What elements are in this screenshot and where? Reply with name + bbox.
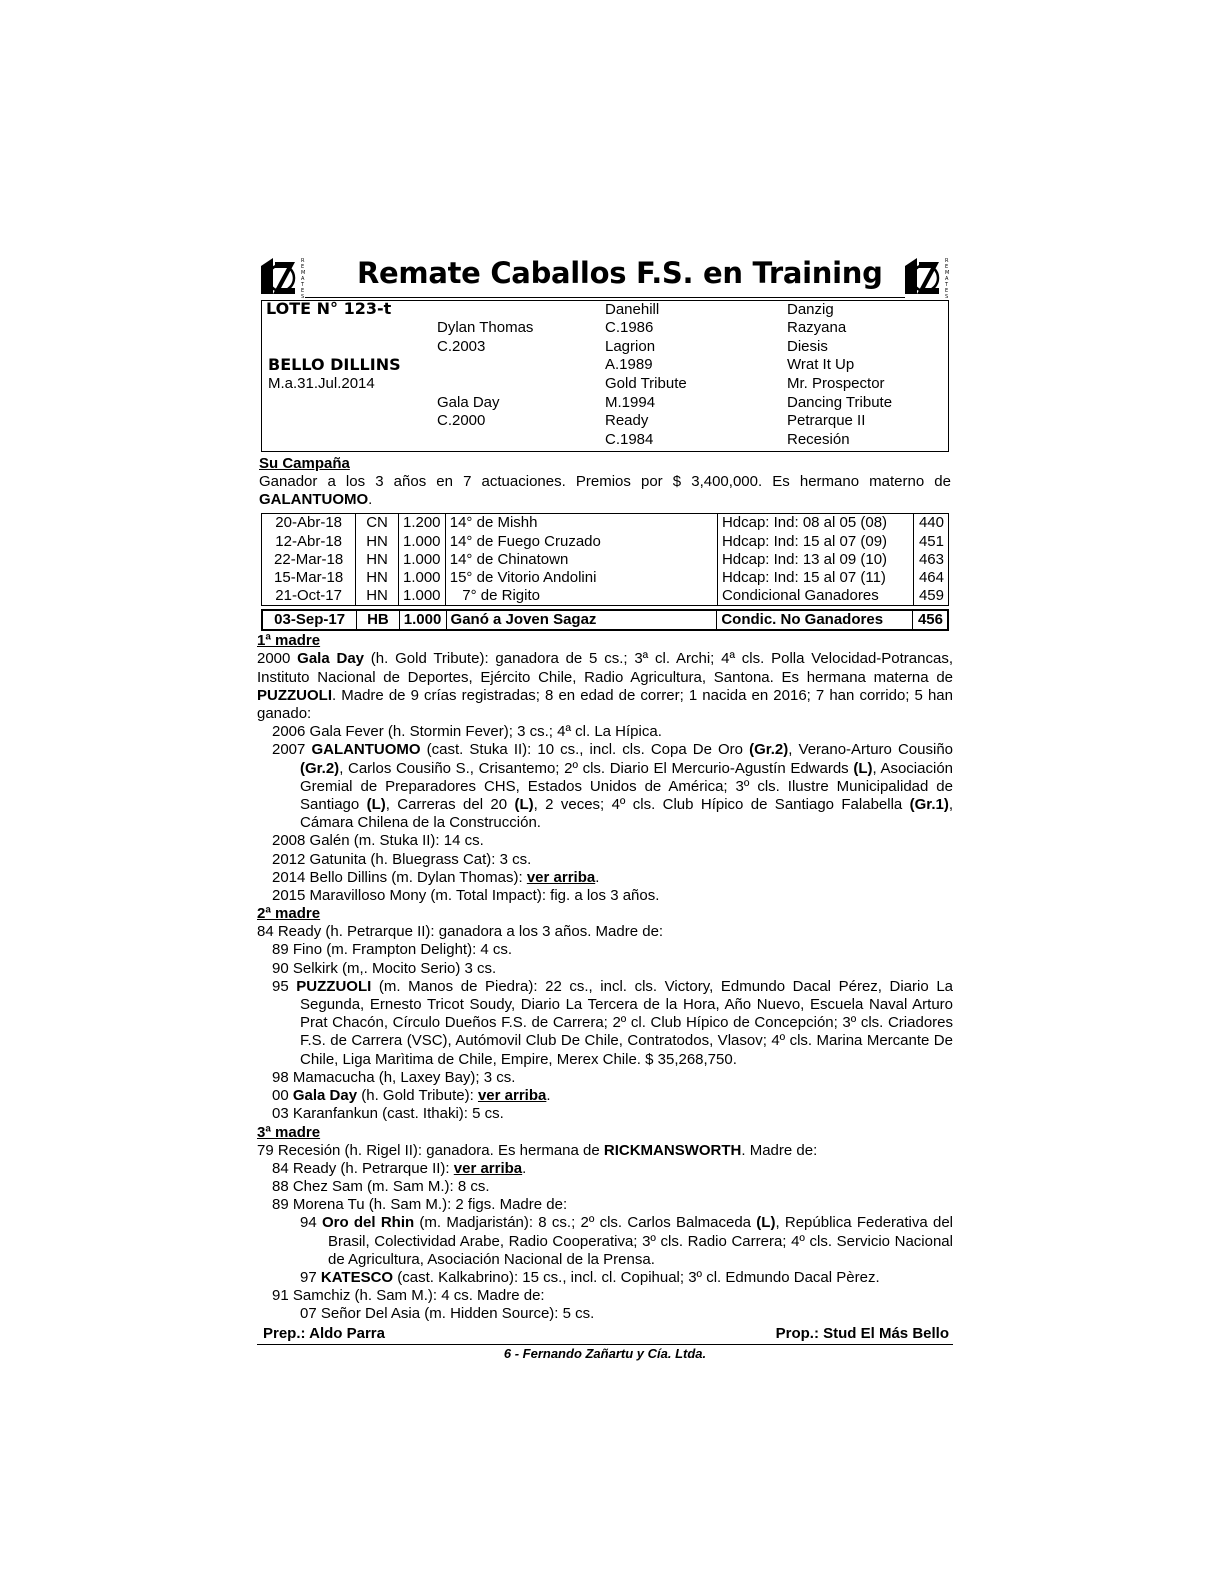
entry-text: (h. Gold Tribute): [357, 1087, 478, 1105]
title-underline [305, 297, 905, 298]
entry-name: KATESCO [320, 1268, 394, 1286]
svg-text:E: E [945, 264, 949, 270]
list-item: 2015 Maravilloso Mony (m. Total Impact): fig. a los 3 años. [272, 887, 660, 905]
madre3-paragraph [257, 1142, 953, 1160]
pedigree-gen2: A.1989 [605, 356, 653, 373]
race-number: 459 [913, 587, 948, 606]
entry-year: 2007 [272, 741, 312, 759]
svg-text:E: E [945, 288, 949, 294]
list-item: 90 Selkirk (m,. Mocito Serio) 3 cs. [272, 959, 497, 977]
madre1-text: (h. Gold Tribute): ganadora de 5 cs.; 3ª cl. Archi; 4ª cls. Polla Velocidad-Potrancas, Instituto Nacional de Deportes, Ejército Chile, Radio Agricultura, Santona. Es hermana materna de [257, 650, 953, 686]
grade-badge: (L) [756, 1214, 776, 1232]
pedigree-gen3: Razyana [787, 319, 847, 336]
list-item: 2006 Gala Fever (h. Stormin Fever); 3 cs.; 4ª cl. La Hípica. [272, 723, 662, 741]
entry-text: , 2 veces; 4º cls. Club Hípico de Santiago Falabella [533, 796, 910, 814]
entry-text: , Cámara Chilena de la Construcción. [300, 796, 953, 832]
table-row [262, 533, 949, 551]
grade-badge: (L) [366, 796, 386, 814]
pedigree-gen2: C.1986 [605, 319, 654, 336]
entry-name: GALANTUOMO [311, 741, 421, 759]
lot-number: LOTE N° 123-t [266, 299, 392, 318]
list-item [257, 1160, 953, 1178]
pedigree-gen3: Diesis [787, 338, 828, 355]
entry-text: (m. Manos de Piedra): 22 cs., incl. cls. Victory, Edmundo Dacal Pérez, Diario La Segunda, Ernesto Tricot Soudy, Diario La Tercera de la Hora, Año Nuevo, Escuela Naval Arturo Prat Chacón, Círculo Dueños F.S. de Carrera; 2º cl. Club Hípico de Concepción; 3º cls. Criadores F.S. de Carrera (VSC), Autómovil Club De Chile, Contratodos, Vlasov; 4º cls. Marina Mercante De Chile, Liga Marìtima de Chile, Empire, Merex Chile. $ 35,268,750. [300, 977, 953, 1068]
race-distance: 1.000 [398, 587, 445, 606]
race-number: 440 [913, 514, 948, 533]
winning-race-table [261, 609, 949, 631]
entry-year: 97 [300, 1268, 321, 1286]
entry-text: . [522, 1159, 527, 1177]
pedigree-box [261, 300, 949, 452]
entry-name: PUZZUOLI [296, 977, 372, 995]
entry-text: (m. Madjaristán): 8 cs.; 2º cls. Carlos Balmaceda [414, 1214, 757, 1232]
table-row [262, 610, 948, 630]
race-condition: Hdcap: Ind: 08 al 05 (08) [717, 514, 913, 533]
race-number: 456 [913, 610, 949, 630]
race-condition: Hdcap: Ind: 13 al 09 (10) [717, 551, 913, 569]
remates-logo-icon [903, 254, 951, 298]
list-item: 89 Morena Tu (h. Sam M.): 2 figs. Madre de: [272, 1196, 568, 1214]
sire-info: C.2003 [437, 338, 486, 355]
table-row [262, 551, 949, 569]
madre1-name: Gala Day [297, 650, 365, 668]
entry-text: , Carlos Cousiño S., Crisantemo; 2º cls. Diario El Mercurio-Agustín Edwards [339, 759, 854, 777]
dam-info: C.2000 [437, 412, 486, 429]
list-item: 91 Samchiz (h. Sam M.): 4 cs. Madre de: [272, 1287, 545, 1305]
race-date: 21-Oct-17 [262, 587, 356, 606]
catalog-page [257, 254, 953, 1361]
madre3-text-end: . Madre de: [741, 1141, 818, 1159]
svg-text:E: E [301, 264, 305, 270]
entry-year: 95 [272, 977, 297, 995]
madre3-heading: 3ª madre [257, 1123, 321, 1141]
list-item: 88 Chez Sam (m. Sam M.): 8 cs. [272, 1177, 490, 1195]
list-item: 98 Mamacucha (h, Laxey Bay); 3 cs. [272, 1068, 516, 1086]
race-track: CN [356, 514, 398, 533]
pedigree-gen3: Dancing Tribute [787, 394, 893, 411]
grade-badge: (L) [853, 759, 873, 777]
madre1-paragraph [257, 650, 953, 723]
page-header [257, 254, 953, 298]
entry-text: , Carreras del 20 [385, 796, 515, 814]
race-condition: Hdcap: Ind: 15 al 07 (09) [717, 533, 913, 551]
remates-logo-icon [259, 254, 307, 298]
pedigree-gen2: M.1994 [605, 394, 656, 411]
list-item: 89 Fino (m. Frampton Delight): 4 cs. [272, 941, 513, 959]
race-track: HN [356, 569, 398, 587]
pedigree-gen2: Gold Tribute [605, 375, 687, 392]
race-distance: 1.000 [399, 610, 446, 630]
see-above-ref: ver arriba [477, 1087, 547, 1105]
entry-text: , República Federativa del Brasil, Colectividad Arabe, Radio Cooperativa; 3º cls. Radio Carrera; 4º cls. Servicio Nacional de Agricultura, Asociación Nacional de la Prensa. [328, 1214, 954, 1268]
grade-badge: (Gr.2) [749, 741, 789, 759]
madre1-text-end: . Madre de 9 crías registradas; 8 en edad de correr; 1 nacida en 2016; 7 han corrido; 5 han ganado: [257, 686, 953, 723]
madre2-heading: 2ª madre [257, 905, 321, 923]
entry-text: , Asociación Gremial de Preparadores CHS, Estados Unidos de América; 3º cls. Ilustre Municipalidad de Santiago [300, 759, 953, 814]
race-result: Ganó a Joven Sagaz [446, 610, 717, 630]
table-row [262, 514, 949, 533]
entry-text: 84 Ready (h. Petrarque II): [272, 1159, 454, 1177]
race-date: 22-Mar-18 [262, 551, 356, 569]
horse-birth: M.a.31.Jul.2014 [268, 375, 375, 392]
race-date: 20-Abr-18 [262, 514, 356, 533]
pedigree-gen3: Wrat It Up [787, 356, 855, 373]
campaign-text [259, 473, 951, 509]
table-row [262, 587, 949, 606]
race-date: 12-Abr-18 [262, 533, 356, 551]
entry-text: (cast. Stuka II): 10 cs., incl. cls. Copa De Oro [420, 741, 750, 759]
svg-text:S: S [301, 294, 305, 298]
campaign-heading: Su Campaña [259, 455, 350, 472]
race-condition: Condic. No Ganadores [717, 610, 913, 630]
svg-text:M: M [945, 270, 950, 276]
pedigree-gen2: C.1984 [605, 431, 654, 448]
entry-text: . [546, 1087, 551, 1105]
svg-text:S: S [945, 294, 949, 298]
madre1-year: 2000 [257, 650, 298, 668]
svg-text:T: T [945, 282, 949, 288]
dam: Gala Day [437, 394, 500, 411]
race-distance: 1.000 [398, 533, 445, 551]
race-track: HB [357, 610, 399, 630]
pedigree-gen3: Petrarque II [787, 412, 866, 429]
race-number: 451 [913, 533, 948, 551]
list-item [257, 1214, 953, 1269]
race-distance: 1.200 [398, 514, 445, 533]
race-number: 464 [913, 569, 948, 587]
footer-divider [257, 1344, 953, 1345]
svg-text:R: R [945, 258, 949, 264]
race-track: HN [356, 551, 398, 569]
race-result: 14° de Mishh [445, 514, 717, 533]
list-item [257, 1087, 953, 1105]
list-item: 2012 Gatunita (h. Bluegrass Cat): 3 cs. [272, 850, 532, 868]
horse-name: BELLO DILLINS [268, 355, 401, 374]
race-table [261, 513, 949, 606]
sire: Dylan Thomas [437, 319, 534, 336]
madre1-sibling: PUZZUOLI [257, 686, 332, 704]
entry-name: Gala Day [292, 1087, 358, 1105]
list-item: 07 Señor Del Asia (m. Hidden Source): 5 cs. [300, 1305, 595, 1323]
madre3-text: 79 Recesión (h. Rigel II): ganadora. Es hermana de [257, 1141, 604, 1159]
entry-text: . [595, 868, 600, 886]
svg-text:T: T [301, 282, 305, 288]
pedigree-gen2: Lagrion [605, 338, 656, 355]
campaign-text-c: . [368, 491, 373, 509]
page-footer: 6 - Fernando Zañartu y Cía. Ltda. [503, 1345, 707, 1361]
list-item: 03 Karanfankun (cast. Ithaki): 5 cs. [272, 1105, 504, 1123]
list-item [257, 741, 953, 832]
pedigree-gen2: Danehill [605, 301, 660, 318]
table-row [262, 569, 949, 587]
list-item [257, 869, 953, 887]
entry-name: Oro del Rhin [321, 1214, 415, 1232]
footer-credits [257, 1324, 953, 1344]
entry-text: 2014 Bello Dillins (m. Dylan Thomas): [272, 868, 527, 886]
race-condition: Hdcap: Ind: 15 al 07 (11) [717, 569, 913, 587]
owner-label: Prop.: Stud El Más Bello [775, 1324, 949, 1342]
race-distance: 1.000 [398, 569, 445, 587]
race-result: 7° de Rigito [445, 587, 717, 606]
entry-year: 00 [272, 1087, 293, 1105]
entry-text: (cast. Kalkabrino): 15 cs., incl. cl. Copihual; 3º cl. Edmundo Dacal Pèrez. [393, 1268, 880, 1286]
madre1-heading: 1ª madre [257, 632, 321, 650]
list-item [257, 1269, 953, 1287]
svg-text:E: E [301, 288, 305, 294]
pedigree-gen3: Recesión [787, 431, 850, 448]
svg-text:A: A [301, 276, 305, 282]
grade-badge: (Gr.2) [300, 759, 340, 777]
page-title: Remate Caballos F.S. en Training [357, 256, 883, 290]
race-result: 14° de Fuego Cruzado [445, 533, 717, 551]
entry-year: 94 [300, 1214, 322, 1232]
see-above-ref: ver arriba [526, 868, 596, 886]
grade-badge: (Gr.1) [909, 796, 949, 814]
list-item [257, 978, 953, 1069]
pedigree-gen2: Ready [605, 412, 649, 429]
entry-text: , Verano-Arturo Cousiño [788, 741, 953, 759]
pedigree-gen3: Mr. Prospector [787, 375, 885, 392]
race-number: 463 [913, 551, 948, 569]
madre2-paragraph: 84 Ready (h. Petrarque II): ganadora a los 3 años. Madre de: [257, 923, 664, 941]
race-track: HN [356, 587, 398, 606]
campaign-sibling: GALANTUOMO [259, 491, 369, 509]
svg-text:A: A [945, 276, 949, 282]
campaign-text-a: Ganador a los 3 años en 7 actuaciones. Premios por $ 3,400,000. Es hermano materno de [259, 473, 951, 490]
pedigree-gen3: Danzig [787, 301, 834, 318]
race-date: 15-Mar-18 [262, 569, 356, 587]
logo-text: R [301, 258, 305, 264]
trainer-label: Prep.: Aldo Parra [263, 1324, 385, 1342]
race-distance: 1.000 [398, 551, 445, 569]
svg-text:M: M [301, 270, 306, 276]
race-result: 15° de Vitorio Andolini [445, 569, 717, 587]
grade-badge: (L) [514, 796, 534, 814]
race-condition: Condicional Ganadores [717, 587, 913, 606]
race-track: HN [356, 533, 398, 551]
madre3-sibling: RICKMANSWORTH [603, 1141, 742, 1159]
race-date: 03-Sep-17 [262, 610, 357, 630]
race-result: 14° de Chinatown [445, 551, 717, 569]
see-above-ref: ver arriba [453, 1159, 523, 1177]
list-item: 2008 Galén (m. Stuka II): 14 cs. [272, 832, 484, 850]
